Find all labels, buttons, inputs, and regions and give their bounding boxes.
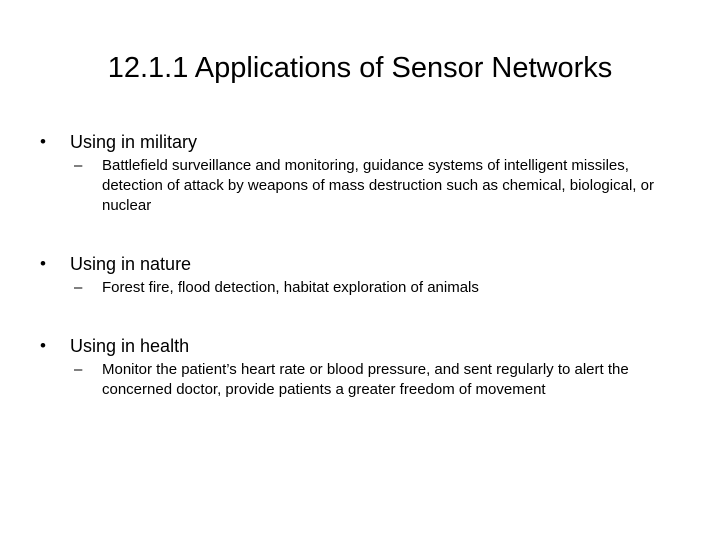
sub-bullet-health-detail: Monitor the patient’s heart rate or blood pressure, and sent regularly to alert the concerned doctor, provide patients a greater freedom of movement xyxy=(102,361,629,398)
bullet-section-health xyxy=(0,332,720,432)
sub-bullet-military-detail: Battlefield surveillance and monitoring, guidance systems of intelligent missiles, detection of attack by weapons of mass destruction such as chemical, biological, or nuclear xyxy=(102,157,654,214)
bullet-section-military xyxy=(0,128,720,250)
bullet-dot-icon: • xyxy=(40,254,46,273)
bullet-item xyxy=(0,128,720,156)
bullet-dot-icon: • xyxy=(40,336,46,355)
bullet-list xyxy=(0,128,720,432)
bullet-item xyxy=(0,250,720,278)
sub-bullet-item xyxy=(74,360,674,400)
bullet-heading-military: Using in military xyxy=(70,132,198,152)
sub-bullet-item xyxy=(74,156,674,216)
bullet-heading-health: Using in health xyxy=(70,336,190,356)
slide-title: 12.1.1 Applications of Sensor Networks xyxy=(107,52,613,84)
bullet-heading-nature: Using in nature xyxy=(70,254,192,274)
bullet-dot-icon: • xyxy=(40,132,46,151)
bullet-item xyxy=(0,332,720,360)
sub-bullet-nature-detail: Forest fire, flood detection, habitat exploration of animals xyxy=(102,279,479,296)
sub-bullet-item xyxy=(74,278,674,298)
dash-icon: – xyxy=(74,279,83,296)
bullet-section-nature xyxy=(0,250,720,332)
dash-icon: – xyxy=(74,157,83,174)
dash-icon: – xyxy=(74,361,83,378)
